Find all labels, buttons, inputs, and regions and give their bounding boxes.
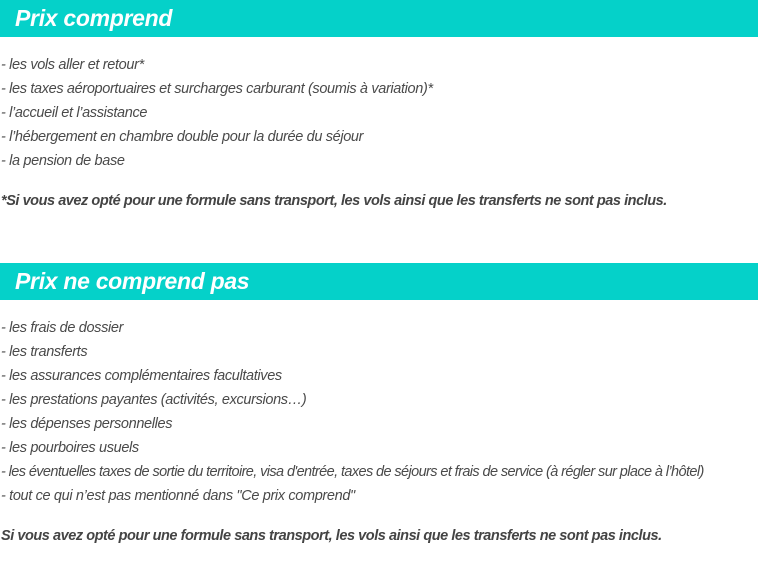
section-header-prix-comprend [0,0,758,37]
list-item: - les transferts [1,344,88,360]
section-header-prix-ne-comprend-pas [0,263,758,300]
included-list [1,53,433,173]
list-item: - l’accueil et l’assistance [1,105,148,121]
list-item: - les dépenses personnelles [1,416,173,432]
list-item: - les assurances complémentaires facultatives [1,368,282,384]
excluded-list [1,316,704,508]
list-item: - les éventuelles taxes de sortie du territoire, visa d'entrée, taxes de séjours et frais de service (à régler sur place à l’hôtel) [1,464,704,480]
list-item: - la pension de base [1,153,125,169]
section-title: Prix ne comprend pas [15,268,250,294]
list-item: - tout ce qui n’est pas mentionné dans "Ce prix comprend" [1,488,355,504]
list-item: - les prestations payantes (activités, excursions…) [1,392,307,408]
excluded-note: Si vous avez opté pour une formule sans transport, les vols ainsi que les transferts ne sont pas inclus. [1,528,662,544]
list-item: - l’hébergement en chambre double pour la durée du séjour [1,129,364,145]
section-title: Prix comprend [15,5,173,31]
list-item: - les frais de dossier [1,320,124,336]
list-item: - les vols aller et retour* [1,57,144,73]
list-item: - les pourboires usuels [1,440,139,456]
included-note: *Si vous avez opté pour une formule sans transport, les vols ainsi que les transferts ne sont pas inclus. [1,193,667,209]
list-item: - les taxes aéroportuaires et surcharges carburant (soumis à variation)* [1,81,433,97]
